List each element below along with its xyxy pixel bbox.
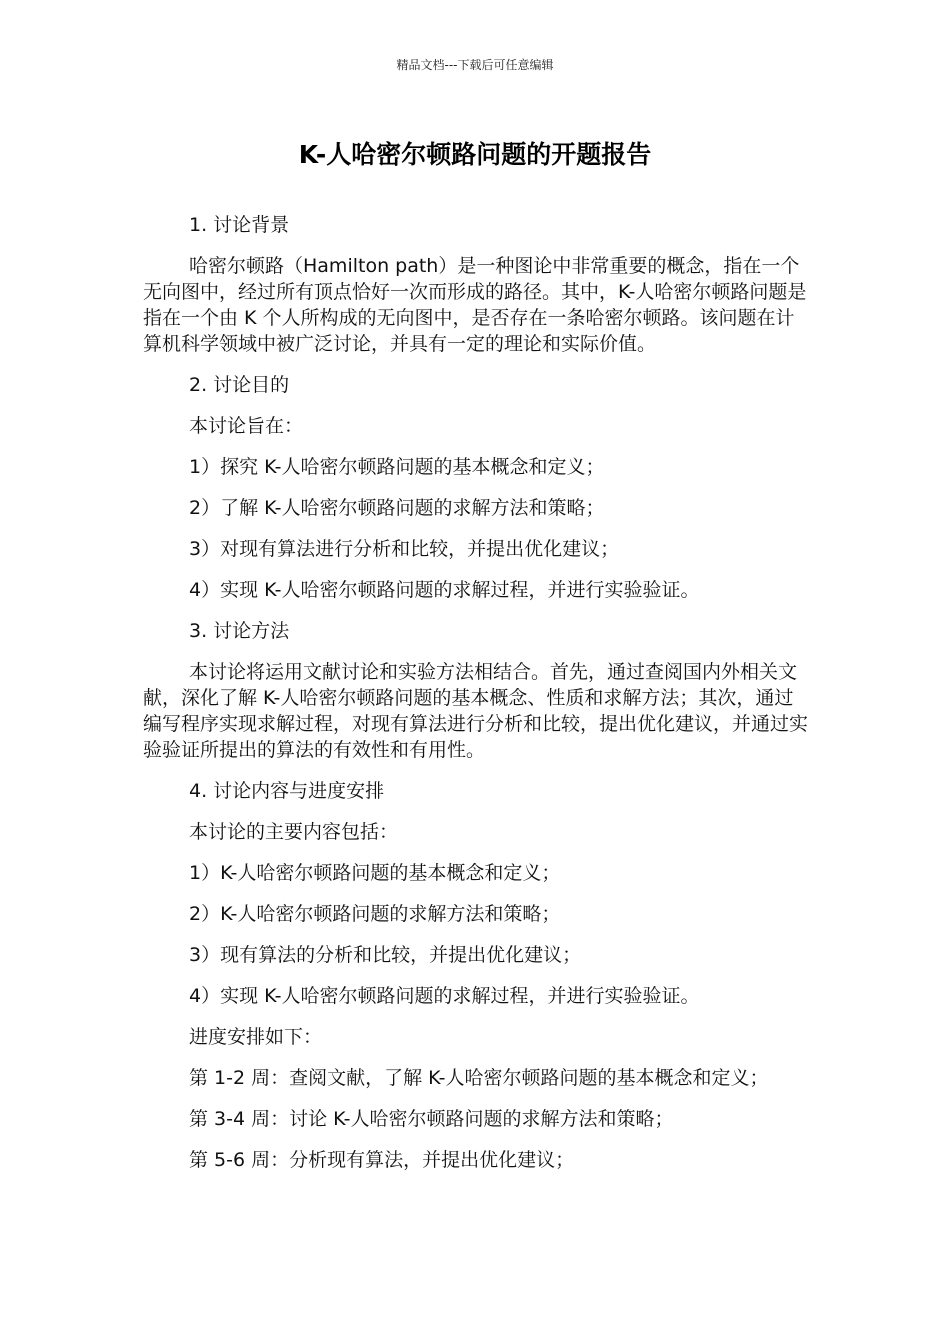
schedule-item: 第 1-2 周：查阅文献，了解 K-人哈密尔顿路问题的基本概念和定义； [189,1067,769,1089]
paragraph: 哈密尔顿路（Hamilton path）是一种图论中非常重要的概念，指在一个无向图中，经过所有顶点恰好一次而形成的路径。其中，K-人哈密尔顿路问题是指在一个由 K 个人所构成的无向图中，是否存在一条哈密尔顿路。该问题在计算机科学领域中被广泛讨论，并具有一定的理论和实际价值。 [143,255,807,355]
schedule-item: 第 3-4 周：讨论 K-人哈密尔顿路问题的求解方法和策略； [189,1108,674,1130]
document-title: K-人哈密尔顿路问题的开题报告 [298,140,652,169]
section-heading: 4. 讨论内容与进度安排 [189,780,385,802]
section-heading: 2. 讨论目的 [189,374,290,396]
paragraph: 本讨论的主要内容包括： [189,821,399,843]
document-body [143,212,808,1173]
list-item: 2）了解 K-人哈密尔顿路问题的求解方法和策略； [189,497,605,519]
list-item: 4）实现 K-人哈密尔顿路问题的求解过程，并进行实验验证。 [189,985,700,1007]
paragraph: 本讨论将运用文献讨论和实验方法相结合。首先，通过查阅国内外相关文献，深化了解 K-人哈密尔顿路问题的基本概念、性质和求解方法；其次，通过编写程序实现求解过程，对现有算法进行分析和比较，提出优化建议，并通过实验验证所提出的算法的有效性和有用性。 [143,661,809,761]
list-item: 2）K-人哈密尔顿路问题的求解方法和策略； [189,903,561,925]
list-item: 3）对现有算法进行分析和比较，并提出优化建议； [189,538,620,560]
schedule-item: 第 5-6 周：分析现有算法，并提出优化建议； [189,1149,575,1171]
paragraph: 本讨论旨在： [189,415,304,437]
section-heading: 1. 讨论背景 [189,214,290,236]
page-header-note: 精品文档---下载后可任意编辑 [396,58,554,72]
list-item: 1）探究 K-人哈密尔顿路问题的基本概念和定义； [189,456,605,478]
list-item: 1）K-人哈密尔顿路问题的基本概念和定义； [189,862,561,884]
list-item: 3）现有算法的分析和比较，并提出优化建议； [189,944,582,966]
list-item: 4）实现 K-人哈密尔顿路问题的求解过程，并进行实验验证。 [189,579,700,601]
section-heading: 3. 讨论方法 [189,620,290,642]
paragraph: 进度安排如下： [189,1026,323,1048]
